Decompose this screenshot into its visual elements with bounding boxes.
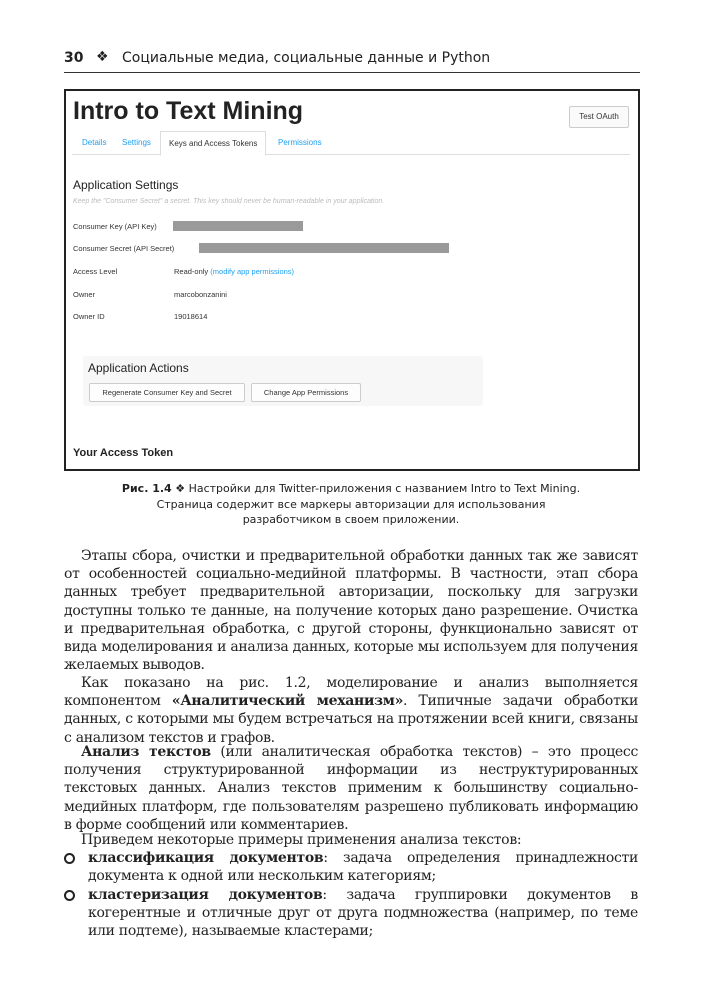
tab-bar xyxy=(72,131,630,155)
paragraph-3-end: (или аналитическая обработка текстов) – это процесс получения структурированной информации из неструктурированных текстовых данных. Анализ текстов применим к большинству социально-медийных платформ, где пользователям разрешено публиковать информацию в форме сообщений или комментариев. xyxy=(64,744,638,833)
list-item-desc: : задача определения принадлежности документа к одной или нескольким категориям; xyxy=(88,850,638,885)
access-level-value xyxy=(174,267,294,276)
owner-id-label: Owner ID xyxy=(73,312,105,321)
list-item-text xyxy=(88,849,638,885)
paragraph-4: Приведем некоторые примеры применения анализа текстов: xyxy=(81,832,522,848)
application-actions-panel xyxy=(83,356,483,406)
paragraph-2-bold: «Аналитический механизм» xyxy=(171,693,404,710)
page-number: 30 xyxy=(64,50,84,66)
chapter-title: Социальные медиа, социальные данные и Python xyxy=(122,50,491,66)
caption-label: Рис. 1.4 xyxy=(121,482,172,495)
caption-text-3: разработчиком в своем приложении. xyxy=(242,513,460,526)
consumer-secret-label: Consumer Secret (API Secret) xyxy=(73,244,175,253)
figure-screenshot xyxy=(64,89,640,471)
paragraph-2 xyxy=(64,674,638,747)
bullet-circle-icon xyxy=(64,890,75,901)
secret-warning-note: Keep the "Consumer Secret" a secret. This key should never be human-readable in your application. xyxy=(73,198,385,205)
owner-id-value: 19018614 xyxy=(174,312,208,321)
caption-line-1 xyxy=(64,481,638,497)
consumer-secret-redacted xyxy=(199,243,449,253)
modify-permissions-link[interactable]: (modify app permissions) xyxy=(210,267,295,276)
list-item-term: кластеризация документов xyxy=(88,887,323,903)
running-header xyxy=(64,48,640,73)
app-title: Intro to Text Mining xyxy=(73,97,304,125)
access-level-text: Read-only xyxy=(174,267,209,276)
test-oauth-button[interactable]: Test OAuth xyxy=(569,106,629,128)
owner-label: Owner xyxy=(73,290,96,299)
paragraph-1: Этапы сбора, очистки и предварительной обработки данных так же зависят от особенностей социально-медийной платформы. В частности, этап сбора данных требует предварительной авторизации, поскольку для загрузки доступны только те данные, на получение которых дано разрешение. Очистка и предварительная обработка, с другой стороны, функционально зависят от вида моделирования и анализа данных, которые мы используем для получения желаемых выводов. xyxy=(64,548,638,674)
regenerate-keys-button[interactable]: Regenerate Consumer Key and Secret xyxy=(89,383,245,402)
list-item-term: классификация документов xyxy=(88,850,324,866)
owner-value: marcobonzanini xyxy=(174,290,227,299)
tab-permissions[interactable]: Permissions xyxy=(278,138,322,147)
tab-details[interactable]: Details xyxy=(82,138,107,147)
application-settings-title: Application Settings xyxy=(73,178,179,192)
caption-separator-icon: ❖ xyxy=(175,482,186,495)
application-actions-title: Application Actions xyxy=(88,361,189,375)
paragraph-3 xyxy=(64,743,638,834)
header-separator-icon: ❖ xyxy=(96,49,109,65)
caption-text-1: Настройки для Twitter-приложения с названием Intro to Text Mining. xyxy=(188,482,581,495)
paragraph-3-bold: Анализ текстов xyxy=(81,744,211,760)
list-item-desc: : задача группировки документов в когерентные и отличные друг от друга подмножества (например, по теме или подтеме), называемые кластерами; xyxy=(88,887,638,940)
list-item-text xyxy=(88,886,638,941)
paragraph-2-end: . Типичные задачи обработки данных, с которыми мы будем встречаться на протяжении всей книги, связаны с анализом текстов и графов. xyxy=(64,693,638,746)
figure-caption xyxy=(64,481,638,528)
change-permissions-button[interactable]: Change App Permissions xyxy=(251,383,361,402)
paragraph-2-start: Как показано на рис. 1.2, моделирование и анализ выполняется компонентом xyxy=(64,675,638,710)
caption-text-2: Страница содержит все маркеры авторизации для использования xyxy=(156,497,546,511)
access-level-label: Access Level xyxy=(73,267,118,276)
access-token-title: Your Access Token xyxy=(73,447,174,459)
consumer-key-redacted xyxy=(173,221,303,231)
tab-keys-and-access-tokens[interactable]: Keys and Access Tokens xyxy=(160,131,266,156)
bullet-circle-icon xyxy=(64,853,75,864)
tab-settings[interactable]: Settings xyxy=(122,138,151,147)
consumer-key-label: Consumer Key (API Key) xyxy=(73,222,157,231)
